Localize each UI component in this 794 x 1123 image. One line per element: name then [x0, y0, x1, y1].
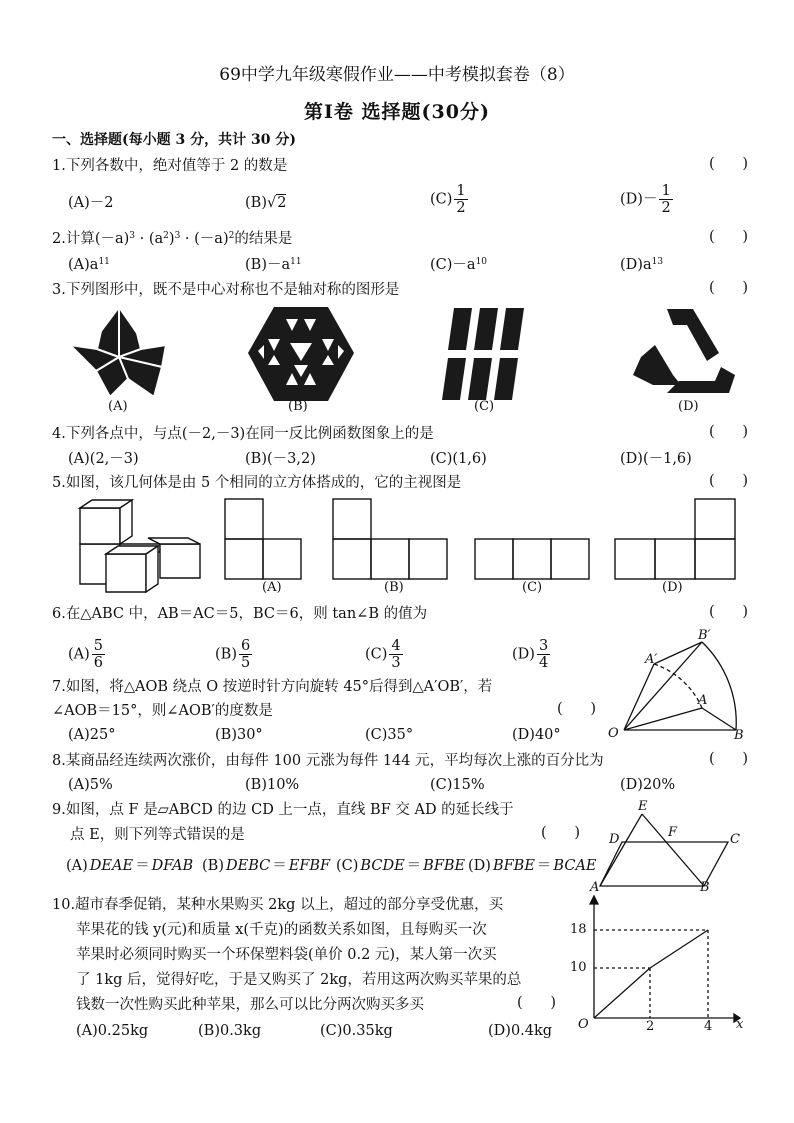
q7-rotation-figure: [622, 636, 742, 734]
q9-label-d: D: [609, 832, 620, 847]
q5-label-a: (A): [262, 580, 282, 595]
q10-answer-paren: ( ): [517, 995, 556, 1011]
q5-option-d-view: [614, 498, 738, 580]
q6-stem: 6.在△ABC 中，AB＝AC＝5，BC＝6，则 tan∠B 的值为: [52, 606, 428, 622]
q7-label-a: A: [698, 693, 708, 708]
q5-label-d: (D): [662, 580, 683, 595]
q5-option-a-view: [224, 498, 304, 580]
q5-option-b-view: [332, 498, 452, 580]
q5-label-c: (C): [522, 580, 543, 595]
q9-option-d: (D) BFBE ＝ BCAE: [468, 858, 597, 874]
q3-label-c: (C): [474, 399, 495, 414]
q6-option-b: (B) $\frac{6}{5}$: [215, 638, 251, 671]
q6-option-d: (D) $\frac{3}{4}$: [512, 638, 549, 671]
section-heading: 一、选择题(每小题 3 分，共计 30 分): [52, 132, 296, 148]
q3-answer-paren: ( ): [709, 280, 748, 296]
q9-option-b: (B) DEBC ＝ EFBF: [202, 858, 331, 874]
q10-tick-x2: 2: [646, 1019, 655, 1034]
q2-answer-paren: ( ): [709, 229, 748, 245]
q6-option-c: (C) $\frac{4}{3}$: [365, 638, 401, 671]
q2-option-b: $(B)-a^{11}$: [245, 257, 302, 273]
q7-label-a1: A′: [645, 652, 658, 667]
q10-line5: 钱数一次性购买此种苹果，那么可以比分两次购买多买: [76, 997, 424, 1013]
q10-option-d: (D)0.4kg: [488, 1023, 553, 1039]
q10-tick-y10: 10: [570, 960, 587, 975]
q10-x-axis-label: x: [736, 1017, 744, 1032]
q9-line2: 点 E，则下列等式错误的是: [70, 827, 245, 843]
q9-answer-paren: ( ): [541, 825, 580, 841]
q4-option-a: (A)(2,－3): [68, 451, 139, 467]
q1-option-d: (D)－ $\frac{1}{2}$: [620, 183, 671, 216]
q5-label-b: (B): [384, 580, 404, 595]
q10-option-c: (C)0.35kg: [320, 1023, 393, 1039]
q10-line4: 了 1kg 后，觉得好吃，于是又购买了 2kg，若用这两次购买苹果的总: [76, 972, 522, 988]
q7-option-d: (D)40°: [512, 727, 561, 743]
q2-option-d: $(D)a^{13}$: [620, 257, 664, 273]
q8-option-b: (B)10%: [245, 777, 300, 793]
q1-option-b: (B)√2: [245, 195, 287, 211]
q5-option-c-view: [474, 538, 594, 580]
q9-option-c: (C) BCDE ＝ BFBE: [336, 858, 466, 874]
q9-label-b: B: [700, 880, 710, 895]
q9-line1: 9.如图，点 F 是▱ABCD 的边 CD 上一点，直线 BF 交 AD 的延长线于: [52, 802, 514, 818]
q10-origin-label: O: [578, 1017, 589, 1032]
q7-label-b: B: [734, 728, 744, 743]
q8-option-d: (D)20%: [620, 777, 676, 793]
q8-answer-paren: ( ): [709, 751, 748, 767]
q10-line2: 苹果花的钱 y(元)和质量 x(千克)的函数关系如图，且每购买一次: [76, 922, 487, 938]
q8-option-c: (C)15%: [430, 777, 485, 793]
q3-figure-c: [440, 306, 526, 402]
q10-tick-x4: 4: [704, 1019, 713, 1034]
q10-option-a: (A)0.25kg: [76, 1023, 149, 1039]
q4-answer-paren: ( ): [709, 424, 748, 440]
q9-label-f: F: [668, 825, 678, 840]
q1-option-a: (A)－2: [68, 195, 114, 211]
section-subtitle: 第Ⅰ卷 选择题(30分): [304, 101, 490, 123]
q5-answer-paren: ( ): [709, 473, 748, 489]
q3-label-d: (D): [678, 399, 699, 414]
q7-line2: ∠AOB＝15°，则∠AOB′的度数是: [52, 703, 273, 719]
page-title: 69中学九年级寒假作业——中考模拟套卷（8）: [219, 65, 575, 85]
q8-option-a: (A)5%: [68, 777, 113, 793]
q3-figure-a: [66, 305, 172, 405]
q1-option-c: (C) $\frac{1}{2}$: [430, 183, 466, 216]
q1-answer-paren: ( ): [709, 156, 748, 172]
q9-parallelogram-figure: [598, 812, 738, 888]
q4-option-d: (D)(－1,6): [620, 451, 692, 467]
q3-figure-d: [623, 305, 739, 401]
q7-option-c: (C)35°: [365, 727, 414, 743]
q7-option-b: (B)30°: [215, 727, 263, 743]
q2-option-a: $(A)a^{11}$: [68, 257, 110, 273]
q7-label-b1: B′: [698, 628, 711, 643]
q4-option-c: (C)(1,6): [430, 451, 487, 467]
q9-label-c: C: [730, 832, 740, 847]
q10-option-b: (B)0.3kg: [198, 1023, 262, 1039]
q10-line3: 苹果时必须同时购买一个环保塑料袋(单价 0.2 元)，某人第一次买: [76, 947, 497, 963]
q4-option-b: (B)(－3,2): [245, 451, 316, 467]
q3-label-b: (B): [288, 399, 308, 414]
q10-price-graph: [590, 896, 740, 1020]
q3-figure-b: [246, 305, 356, 405]
q4-stem: 4.下列各点中，与点(－2,－3)在同一反比例函数图象上的是: [52, 426, 434, 442]
q6-option-a: (A) $\frac{5}{6}$: [68, 638, 104, 671]
q5-stem: 5.如图，该几何体是由 5 个相同的立方体搭成的，它的主视图是: [52, 475, 462, 491]
q1-stem: 1.下列各数中，绝对值等于 2 的数是: [52, 158, 288, 174]
q7-label-o: O: [608, 726, 619, 741]
q7-line1: 7.如图，将△AOB 绕点 O 按逆时针方向旋转 45°后得到△A′OB′，若: [52, 679, 493, 695]
q8-stem: 8.某商品经连续两次涨价，由每件 100 元涨为每件 144 元，平均每次上涨的百分比为: [52, 753, 604, 769]
q6-answer-paren: ( ): [709, 604, 748, 620]
q2-option-c: $(C)-a^{10}$: [430, 257, 488, 273]
q9-label-a: A: [590, 880, 600, 895]
q10-tick-y18: 18: [570, 922, 587, 937]
q5-solid-figure: [76, 498, 206, 594]
q7-option-a: (A)25°: [68, 727, 116, 743]
q9-option-a: (A) DEAE ＝ DFAB: [66, 858, 194, 874]
q2-stem: 2.计算$(-a)^3 \cdot (a^2)^3 \cdot (-a)^2$的结果是: [52, 231, 293, 247]
q3-label-a: (A): [108, 399, 128, 414]
q9-label-e: E: [638, 799, 648, 814]
q10-line1: 10.超市春季促销，某种水果购买 2kg 以上，超过的部分享受优惠，买: [52, 897, 504, 913]
q7-answer-paren: ( ): [557, 701, 596, 717]
q3-stem: 3.下列图形中，既不是中心对称也不是轴对称的图形是: [52, 282, 400, 298]
